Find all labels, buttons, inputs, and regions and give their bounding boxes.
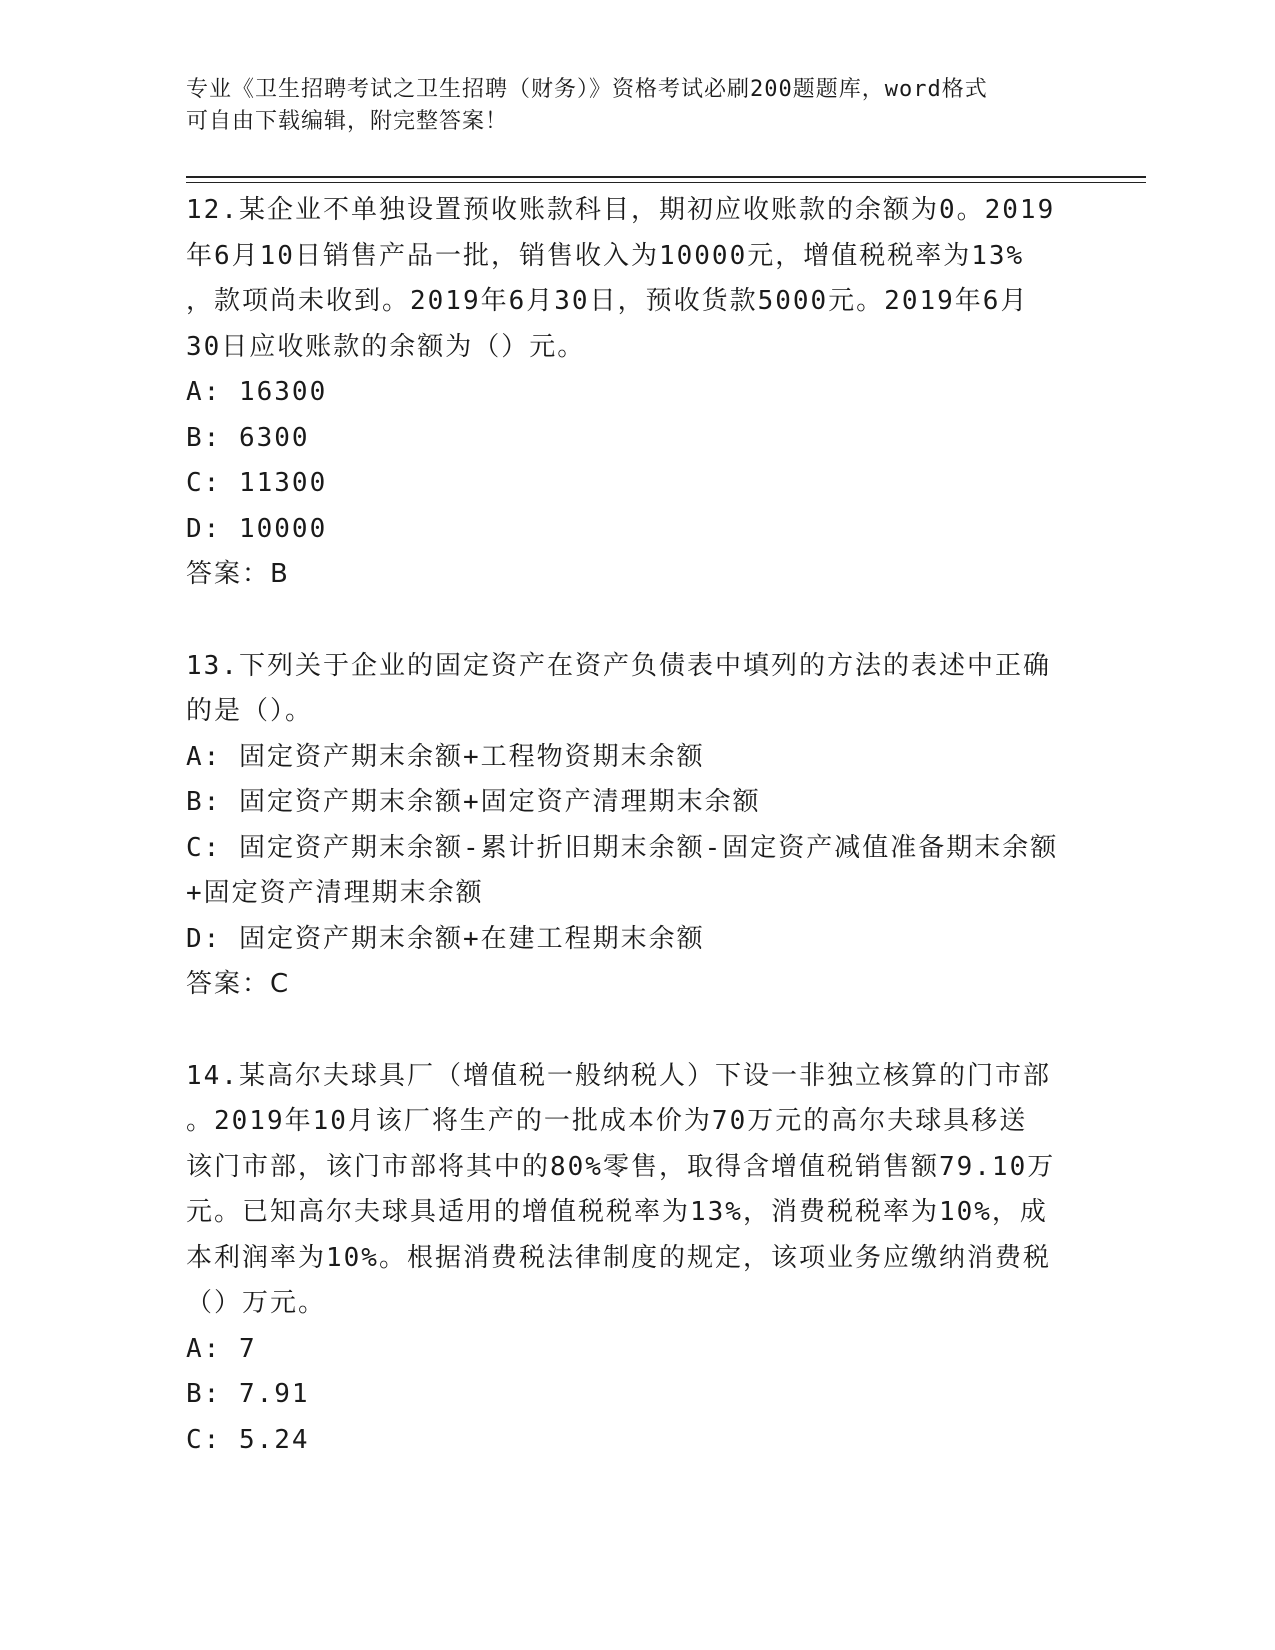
option-d: D: 10000 (186, 513, 328, 544)
question-14 (186, 1054, 1086, 1464)
option-a: A: 7 (186, 1333, 257, 1364)
option-c-line: +固定资产清理期末余额 (186, 878, 484, 908)
option-c-line: C: 固定资产期末余额-累计折旧期末余额-固定资产减值准备期末余额 (186, 832, 1059, 863)
question-stem-line: 14.某高尔夫球具厂（增值税一般纳税人）下设一非独立核算的门市部 (186, 1060, 1051, 1091)
option-b: B: 7.91 (186, 1379, 310, 1409)
spacer (186, 1008, 1086, 1054)
option-d: D: 固定资产期末余额+在建工程期末余额 (186, 923, 705, 954)
spacer (186, 598, 1086, 644)
option-b: B: 6300 (186, 422, 310, 453)
question-stem-line: 13.下列关于企业的固定资产在资产负债表中填列的方法的表述中正确 (186, 650, 1051, 681)
question-list (186, 188, 1086, 1463)
question-stem-line: 的是（）。 (186, 696, 314, 726)
option-a: A: 16300 (186, 377, 328, 407)
header-line-1: 专业《卫生招聘考试之卫生招聘（财务）》资格考试必刷200题题库，word格式 (186, 77, 988, 102)
header-line-2: 可自由下载编辑，附完整答案！ (186, 109, 509, 134)
question-stem-line: （）万元。 (186, 1288, 327, 1318)
question-stem-line: ，款项尚未收到。2019年6月30日，预收货款5000元。2019年6月 (186, 286, 1029, 316)
question-stem-line: 元。已知高尔夫球具适用的增值税税率为13%，消费税税率为10%，成 (186, 1197, 1048, 1227)
question-12 (186, 188, 1086, 598)
option-b: B: 固定资产期末余额+固定资产清理期末余额 (186, 787, 761, 817)
question-stem-line: 本利润率为10%。根据消费税法律制度的规定，该项业务应缴纳消费税 (186, 1242, 1051, 1273)
answer: 答案：B (186, 559, 290, 589)
question-stem-line: 30日应收账款的余额为（）元。 (186, 331, 586, 362)
question-stem-line: 年6月10日销售产品一批，销售收入为10000元，增值税税率为13% (186, 240, 1025, 271)
question-13 (186, 644, 1086, 1008)
question-stem-line: 12.某企业不单独设置预收账款科目，期初应收账款的余额为0。2019 (186, 195, 1056, 225)
document-header (186, 74, 1086, 138)
option-a: A: 固定资产期末余额+工程物资期末余额 (186, 741, 705, 772)
answer: 答案：C (186, 969, 291, 999)
question-stem-line: 。2019年10月该厂将生产的一批成本价为70万元的高尔夫球具移送 (186, 1106, 1028, 1136)
question-stem-line: 该门市部，该门市部将其中的80%零售，取得含增值税销售额79.10万 (186, 1151, 1056, 1182)
header-rule-thin (186, 182, 1146, 183)
option-c: C: 11300 (186, 468, 328, 498)
header-rule-thick (186, 176, 1146, 178)
option-c: C: 5.24 (186, 1424, 310, 1455)
